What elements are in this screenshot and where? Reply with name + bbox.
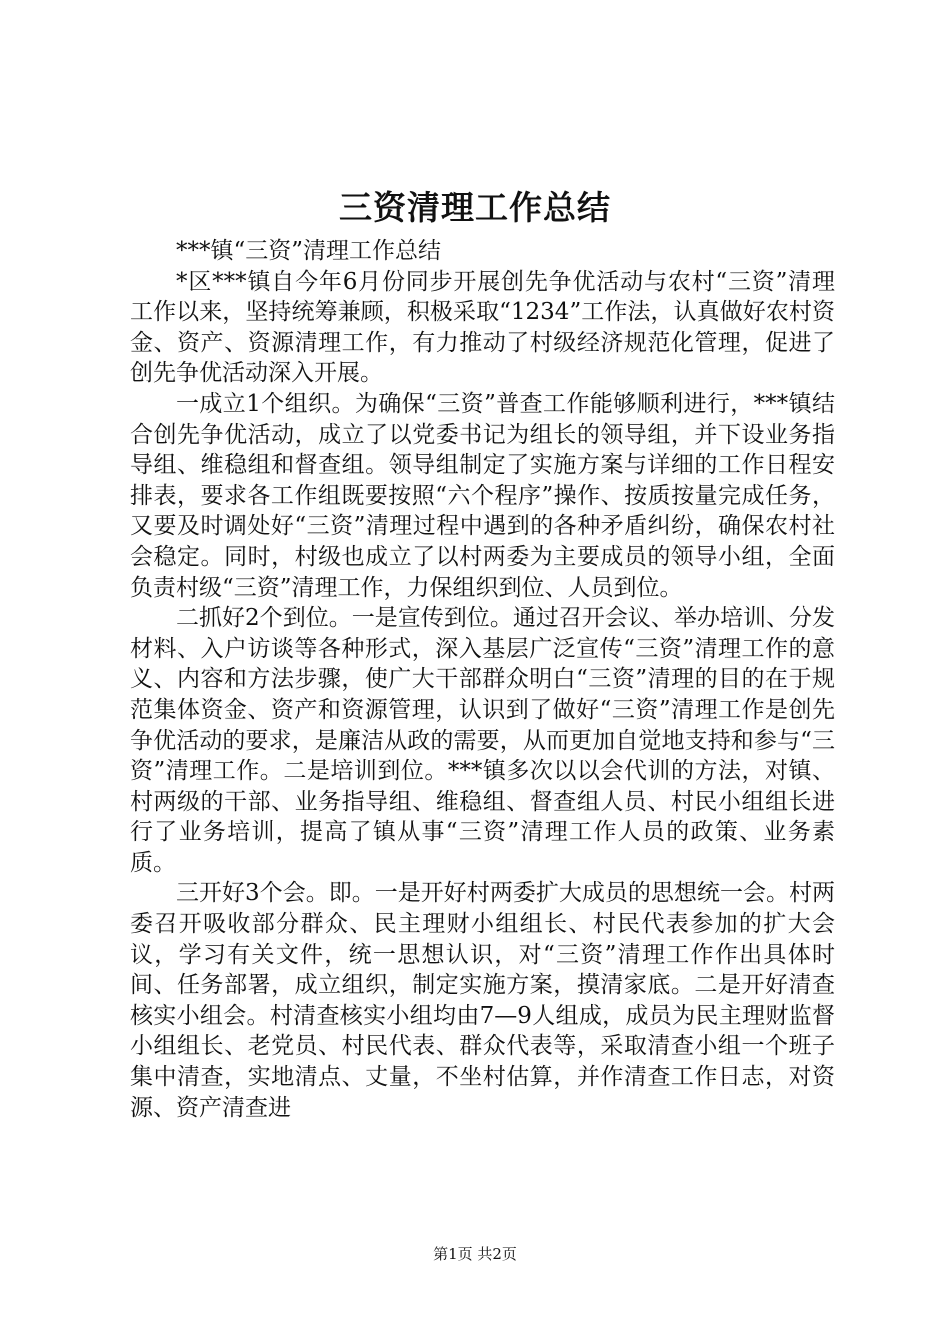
- paragraph-section-3: 三开好3个会。即。一是开好村两委扩大成员的思想统一会。村两委召开吸收部分群众、民主理财小组组长、村民代表参加的扩大会议，学习有关文件，统一思想认识，对“三资”清理工作作出具体时间、任务部署，成立组织，制定实施方案，摸清家底。二是开好清查核实小组会。村清查核实小组均由7—9人组成，成员为民主理财监督小组组长、老党员、村民代表、群众代表等，采取清查小组一个班子集中清查，实地清点、丈量，不坐村估算，并作清查工作日志，对资源、资产清查进: [130, 880, 835, 1121]
- page-footer: [0, 1244, 950, 1264]
- page-number-indicator: 第1页 共2页: [433, 1245, 517, 1263]
- document-title: 三资清理工作总结: [339, 188, 611, 227]
- paragraph-intro: *区***镇自今年6月份同步开展创先争优活动与农村“三资”清理工作以来，坚持统筹兼顾，积极采取“1234”工作法，认真做好农村资金、资产、资源清理工作，有力推动了村级经济规范化管理，促进了创先争优活动深入开展。: [130, 268, 835, 387]
- paragraph-heading: ***镇“三资”清理工作总结: [176, 238, 442, 264]
- paragraph-section-1: 一成立1个组织。为确保“三资”普查工作能够顺利进行，***镇结合创先争优活动，成立了以党委书记为组长的领导组，并下设业务指导组、维稳组和督查组。领导组制定了实施方案与详细的工作日程安排表，要求各工作组既要按照“六个程序”操作、按质按量完成任务，又要及时调处好“三资”清理过程中遇到的各种矛盾纠纷，确保农村社会稳定。同时，村级也成立了以村两委为主要成员的领导小组，全面负责村级“三资”清理工作，力保组织到位、人员到位。: [130, 390, 835, 601]
- paragraph-section-2: 二抓好2个到位。一是宣传到位。通过召开会议、举办培训、分发材料、入户访谈等各种形式，深入基层广泛宣传“三资”清理工作的意义、内容和方法步骤，使广大干部群众明白“三资”清理的目的在于规范集体资金、资产和资源管理，认识到了做好“三资”清理工作是创先争优活动的要求，是廉洁从政的需要，从而更加自觉地支持和参与“三资”清理工作。二是培训到位。***镇多次以以会代训的方法，对镇、村两级的干部、业务指导组、维稳组、督查组人员、村民小组组长进行了业务培训，提高了镇从事“三资”清理工作人员的政策、业务素质。: [130, 605, 835, 876]
- document-body: [130, 236, 835, 1123]
